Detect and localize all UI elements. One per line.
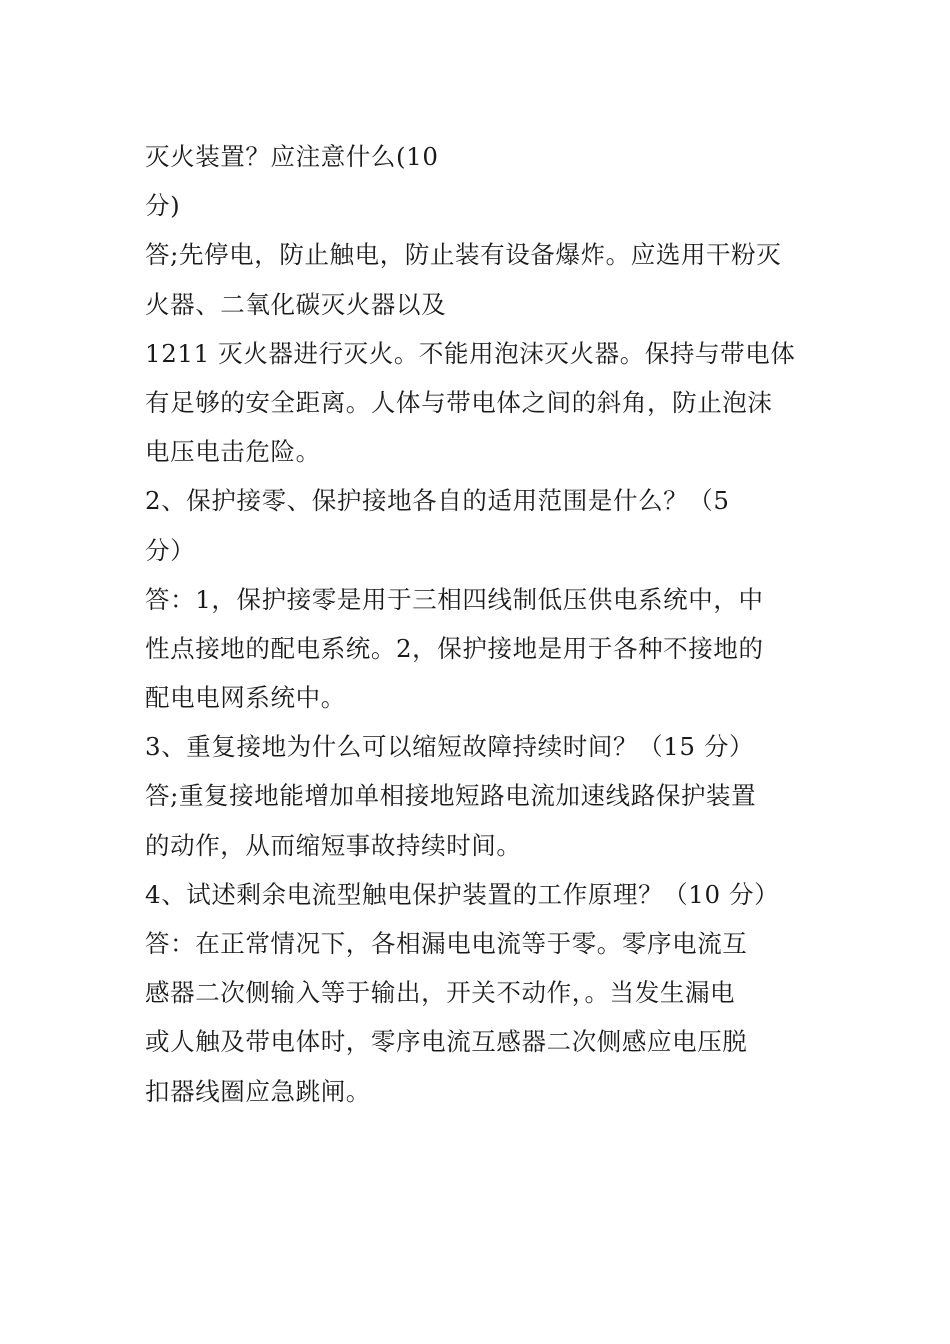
question-2-line: 2、保护接零、保护接地各自的适用范围是什么？（5 [145, 486, 730, 516]
text-line: 答;先停电，防止触电，防止装有设备爆炸。应选用干粉灭 [145, 240, 782, 270]
text-line: 火器、二氧化碳灭火器以及 [145, 289, 447, 319]
text-line: 1211 灭火器进行灭火。不能用泡沫灭火器。保持与带电体 [145, 338, 796, 368]
text-line: 灭火装置？应注意什么(10 [145, 142, 439, 171]
text-line: 的动作，从而缩短事故持续时间。 [145, 830, 522, 860]
text-line: 电压电击危险。 [145, 437, 321, 467]
text-line: 或人触及带电体时，零序电流互感器二次侧感应电压脱 [145, 1027, 748, 1057]
text-line: 有足够的安全距离。人体与带电体之间的斜角，防止泡沫 [145, 387, 773, 417]
text-line: 分) [145, 191, 181, 221]
text-line: 性点接地的配电系统。2，保护接地是用于各种不接地的 [145, 633, 764, 663]
text-line: 扣器线圈应急跳闸。 [145, 1076, 371, 1106]
text-line: 配电电网系统中。 [145, 683, 346, 713]
text-line: 答：1，保护接零是用于三相四线制低压供电系统中，中 [145, 584, 764, 614]
text-line: 分） [145, 535, 196, 565]
text-line: 答;重复接地能增加单相接地短路电流加速线路保护装置 [145, 781, 757, 811]
document-body [145, 132, 825, 1116]
text-line: 感器二次侧输入等于输出，开关不动作，。当发生漏电 [145, 978, 736, 1008]
question-4-line: 4、试述剩余电流型触电保护装置的工作原理？（10 分） [145, 879, 780, 909]
question-3-line: 3、重复接地为什么可以缩短故障持续时间？（15 分） [145, 732, 755, 762]
text-line: 答：在正常情况下，各相漏电电流等于零。零序电流互 [145, 929, 748, 958]
